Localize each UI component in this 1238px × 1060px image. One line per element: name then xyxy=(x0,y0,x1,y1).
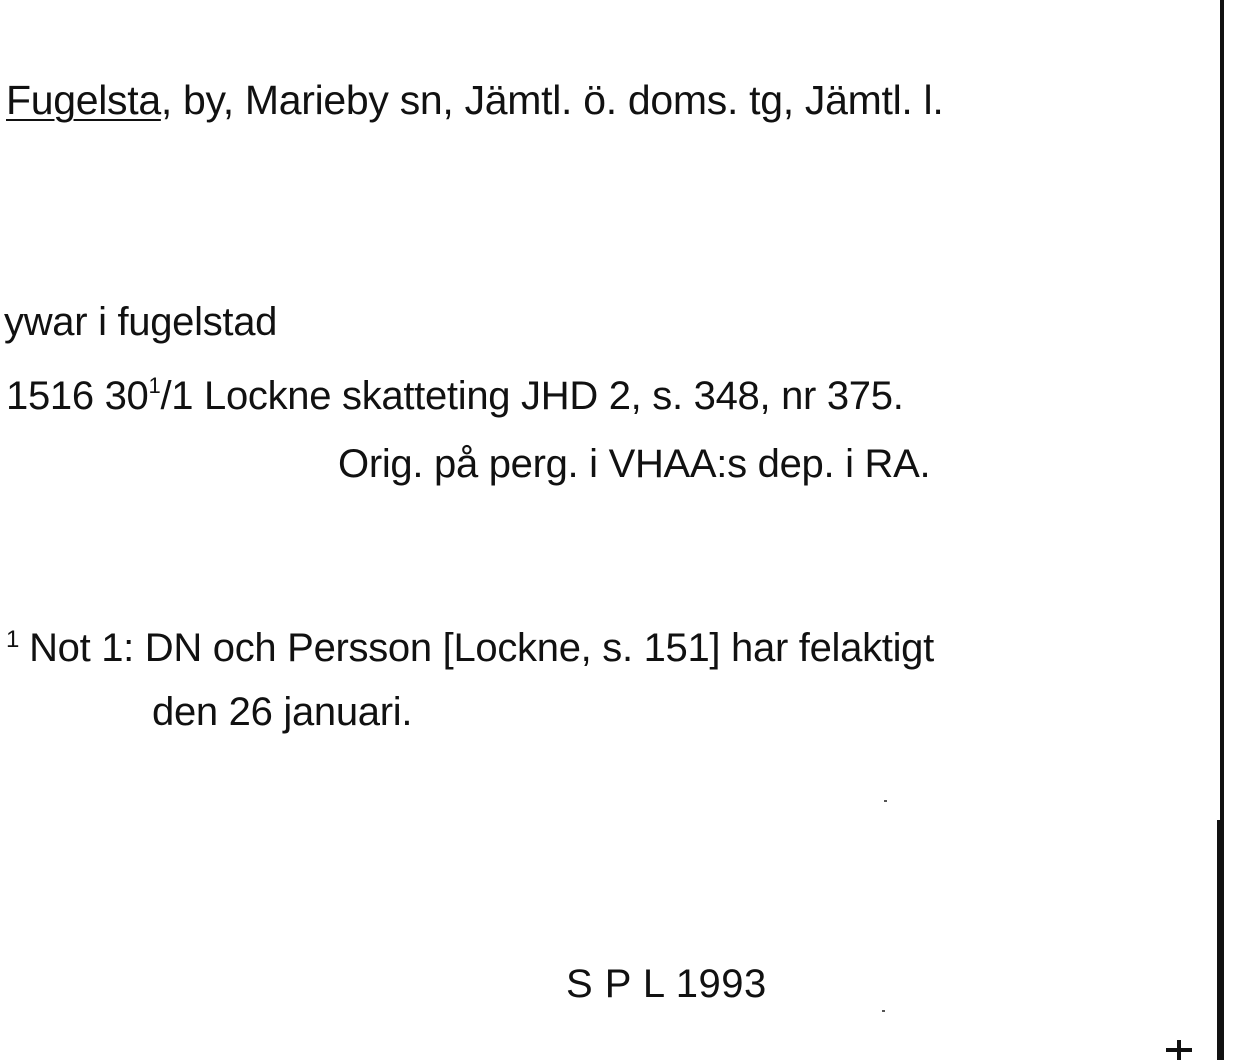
scan-speck xyxy=(882,1010,885,1012)
source-reference xyxy=(6,372,904,420)
plus-mark-icon xyxy=(1166,1040,1192,1060)
footnote xyxy=(6,624,934,678)
signature: S P L 1993 xyxy=(566,962,767,1006)
source-original-note: Orig. på perg. i VHAA:s dep. i RA. xyxy=(338,442,931,486)
footnote-marker: 1 xyxy=(6,626,20,653)
source-citation: /1 Lockne skatteting JHD 2, s. 348, nr 375. xyxy=(160,374,904,418)
place-description: , by, Marieby sn, Jämtl. ö. doms. tg, Jämtl. l. xyxy=(160,77,944,123)
attestation-quote: ywar i fugelstad xyxy=(4,300,278,344)
footnote-text-line2: den 26 januari. xyxy=(152,690,413,734)
scan-speck xyxy=(884,800,887,802)
place-name: Fugelsta xyxy=(6,77,161,123)
footnote-ref: 1 xyxy=(148,372,161,398)
source-date-day: 1516 30 xyxy=(6,374,149,418)
entry-heading xyxy=(6,76,943,124)
footnote-text-line1: Not 1: DN och Persson [Lockne, s. 151] har felaktigt xyxy=(29,626,934,670)
card-edge-line-thick xyxy=(1217,820,1223,1060)
